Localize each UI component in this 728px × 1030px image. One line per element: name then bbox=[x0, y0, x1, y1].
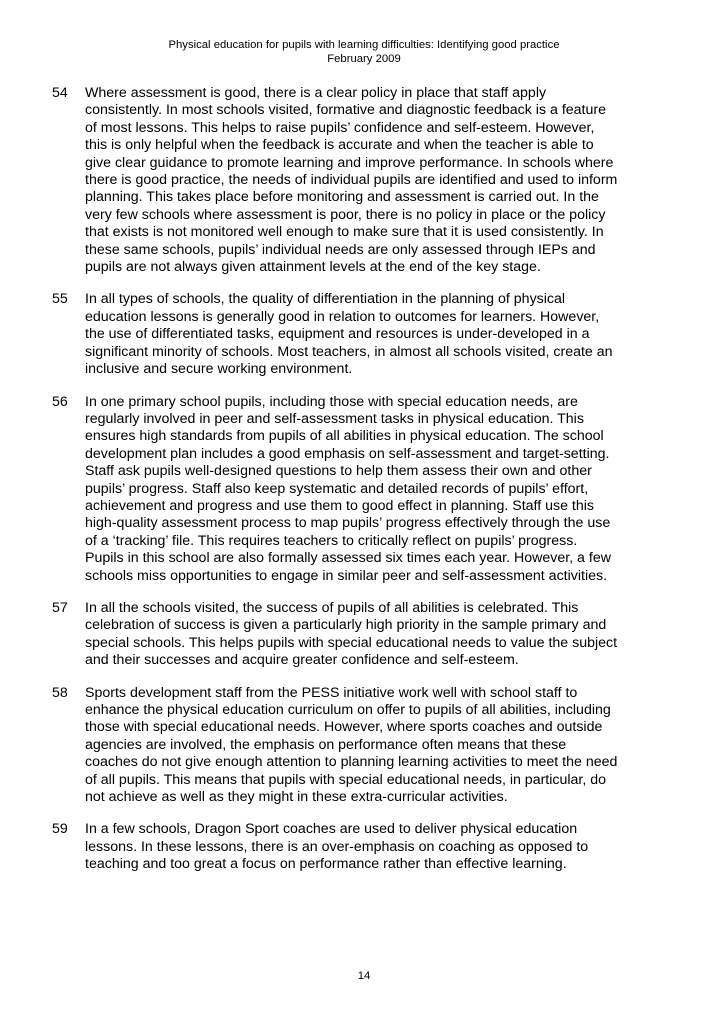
text-line: development plan includes a good emphasis on self-assessment and target-setting. bbox=[85, 445, 610, 462]
page-number: 14 bbox=[357, 970, 371, 982]
header-date: February 2009 bbox=[327, 53, 401, 65]
text-line: this is only helpful when the feedback is accurate and when the teacher is able to bbox=[85, 137, 594, 154]
paragraph-text bbox=[85, 685, 642, 807]
numbered-paragraph bbox=[52, 821, 642, 873]
paragraph-number: 58 bbox=[52, 684, 68, 701]
paragraph-number: 57 bbox=[52, 599, 68, 616]
text-line: there is good practice, the needs of individual pupils are identified and used to inform bbox=[85, 172, 618, 189]
header-title: Physical education for pupils with learning difficulties: Identifying good practice bbox=[168, 39, 560, 51]
paragraph-text bbox=[85, 85, 642, 276]
text-line: regularly involved in peer and self-assessment tasks in physical education. This bbox=[85, 410, 584, 427]
text-line: very few schools where assessment is poor, there is no policy in place or the policy bbox=[85, 206, 606, 223]
numbered-paragraph bbox=[52, 85, 642, 276]
text-line: In all types of schools, the quality of differentiation in the planning of physical bbox=[85, 291, 566, 308]
text-line: education lessons is generally good in relation to outcomes for learners. However, bbox=[85, 308, 600, 325]
paragraph-number: 59 bbox=[52, 821, 68, 838]
text-line: significant minority of schools. Most teachers, in almost all schools visited, create an bbox=[85, 343, 613, 360]
text-line: planning. This takes place before monitoring and assessment is carried out. In the bbox=[85, 189, 599, 206]
paragraph-number: 55 bbox=[52, 291, 68, 308]
numbered-paragraph bbox=[52, 394, 642, 585]
text-line: special schools. This helps pupils with special educational needs to value the subject bbox=[85, 634, 618, 651]
numbered-paragraph bbox=[52, 291, 642, 378]
text-line: consistently. In most schools visited, formative and diagnostic feedback is a feature bbox=[85, 102, 606, 119]
text-line: Staff ask pupils well-designed questions to help them assess their own and other bbox=[85, 463, 592, 480]
text-line: that exists is not monitored well enough to make sure that it is used consistently. In bbox=[85, 224, 604, 241]
text-line: achievement and progress and use them to good effect in planning. Staff use this bbox=[85, 497, 594, 514]
text-line: of a ‘tracking’ file. This requires teachers to critically reflect on pupils’ progress. bbox=[85, 532, 578, 549]
text-line: In one primary school pupils, including those with special education needs, are bbox=[85, 393, 578, 410]
text-line: of most lessons. This helps to raise pupils’ confidence and self-esteem. However, bbox=[85, 119, 595, 136]
text-line: agencies are involved, the emphasis on performance often means that these bbox=[85, 736, 567, 753]
paragraph-text bbox=[85, 600, 642, 670]
text-line: pupils are not always given attainment levels at the end of the key stage. bbox=[85, 259, 541, 276]
numbered-paragraph bbox=[52, 685, 642, 807]
text-line: enhance the physical education curriculum on offer to pupils of all abilities, including bbox=[85, 702, 611, 718]
text-line: these same schools, pupils’ individual needs are only assessed through IEPs and bbox=[85, 241, 596, 258]
paragraph-text bbox=[85, 291, 642, 378]
text-line: Where assessment is good, there is a clear policy in place that staff apply bbox=[85, 85, 547, 101]
text-line: schools miss opportunities to engage in similar peer and self-assessment activities. bbox=[85, 567, 608, 584]
text-line: those with special educational needs. However, where sports coaches and outside bbox=[85, 719, 603, 736]
text-line: Pupils in this school are also formally assessed six times each year. However, a few bbox=[85, 550, 611, 567]
numbered-paragraph bbox=[52, 600, 642, 670]
document-body bbox=[52, 85, 642, 889]
text-line: In all the schools visited, the success of pupils of all abilities is celebrated. This bbox=[85, 599, 579, 616]
paragraph-text bbox=[85, 394, 642, 585]
paragraph-number: 54 bbox=[52, 85, 68, 101]
text-line: lessons. In these lessons, there is an over-emphasis on coaching as opposed to bbox=[85, 838, 589, 855]
text-line: Sports development staff from the PESS initiative work well with school staff to bbox=[85, 684, 578, 701]
text-line: high-quality assessment process to map pupils’ progress effectively through the use bbox=[85, 515, 611, 532]
text-line: coaches do not give enough attention to planning learning activities to meet the need bbox=[85, 754, 618, 771]
text-line: and their successes and acquire greater confidence and self-esteem. bbox=[85, 652, 519, 669]
text-line: the use of differentiated tasks, equipment and resources is under-developed in a bbox=[85, 326, 590, 343]
page-header bbox=[0, 38, 728, 66]
text-line: of all pupils. This means that pupils with special educational needs, in particular, do bbox=[85, 771, 607, 788]
paragraph-number: 56 bbox=[52, 393, 68, 410]
text-line: inclusive and secure working environment. bbox=[85, 361, 353, 378]
text-line: pupils’ progress. Staff also keep systematic and detailed records of pupils’ effort, bbox=[85, 480, 589, 497]
text-line: give clear guidance to promote learning and improve performance. In schools where bbox=[85, 154, 614, 171]
paragraph-text bbox=[85, 821, 642, 873]
text-line: In a few schools, Dragon Sport coaches are used to deliver physical education bbox=[85, 821, 578, 838]
text-line: ensures high standards from pupils of all abilities in physical education. The school bbox=[85, 428, 604, 445]
text-line: celebration of success is given a particularly high priority in the sample primary and bbox=[85, 617, 607, 634]
text-line: teaching and too great a focus on performance rather than effective learning. bbox=[85, 856, 567, 873]
text-line: not achieve as well as they might in these extra-curricular activities. bbox=[85, 789, 508, 806]
